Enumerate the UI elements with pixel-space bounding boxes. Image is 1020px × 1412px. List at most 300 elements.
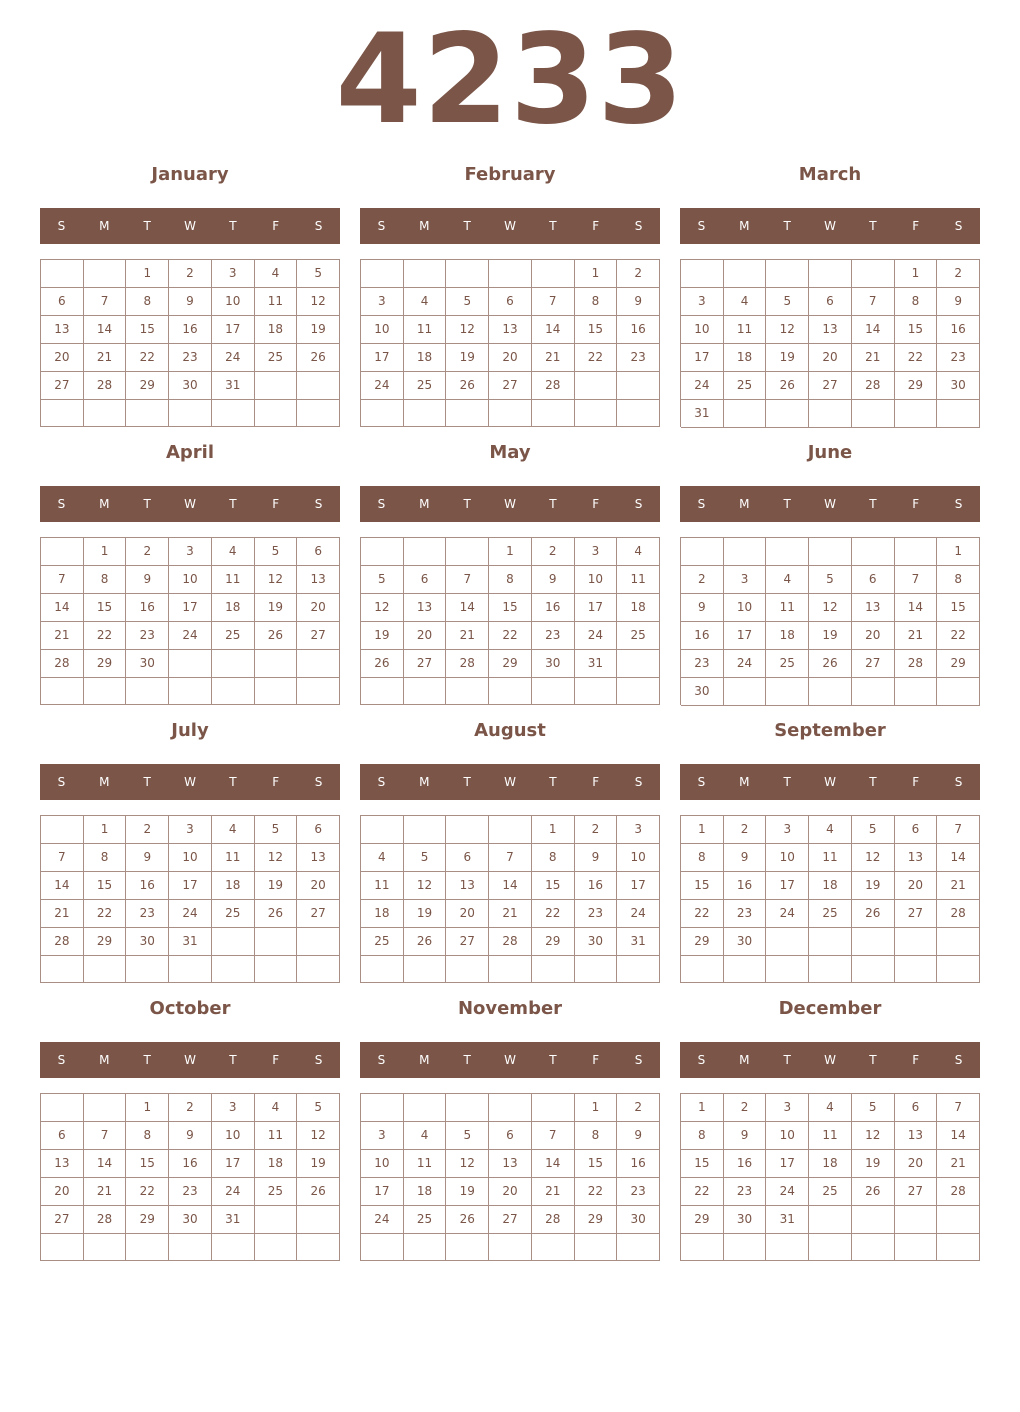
day-cell: 15 bbox=[575, 1150, 618, 1178]
empty-day-cell bbox=[681, 260, 724, 288]
empty-day-cell bbox=[169, 678, 212, 705]
day-cell: 9 bbox=[681, 594, 724, 622]
day-cell: 26 bbox=[766, 372, 809, 400]
month-name: March bbox=[798, 164, 862, 185]
day-cell: 12 bbox=[255, 566, 298, 594]
day-cell: 2 bbox=[617, 1094, 660, 1122]
empty-day-cell bbox=[937, 1234, 980, 1261]
weekday-header: T bbox=[549, 1053, 557, 1067]
day-cell: 13 bbox=[297, 844, 340, 872]
empty-day-cell bbox=[297, 650, 340, 678]
weekday-header: T bbox=[229, 775, 237, 789]
day-cell: 19 bbox=[446, 1178, 489, 1206]
day-cell: 24 bbox=[766, 900, 809, 928]
empty-day-cell bbox=[297, 1234, 340, 1261]
day-cell: 4 bbox=[617, 538, 660, 566]
day-cell: 19 bbox=[297, 316, 340, 344]
day-cell: 21 bbox=[84, 1178, 127, 1206]
month-name: July bbox=[171, 720, 209, 741]
day-grid bbox=[680, 259, 980, 427]
day-cell: 18 bbox=[809, 1150, 852, 1178]
month-name: October bbox=[149, 998, 231, 1019]
day-cell: 24 bbox=[681, 372, 724, 400]
empty-day-cell bbox=[126, 1234, 169, 1261]
day-cell: 28 bbox=[937, 900, 980, 928]
day-cell: 10 bbox=[212, 1122, 255, 1150]
empty-day-cell bbox=[84, 678, 127, 705]
day-cell: 7 bbox=[84, 1122, 127, 1150]
day-cell: 10 bbox=[617, 844, 660, 872]
weekday-header: W bbox=[824, 497, 836, 511]
day-cell: 30 bbox=[126, 928, 169, 956]
empty-day-cell bbox=[446, 538, 489, 566]
empty-day-cell bbox=[532, 1094, 575, 1122]
day-cell: 15 bbox=[84, 872, 127, 900]
empty-day-cell bbox=[361, 260, 404, 288]
day-cell: 18 bbox=[617, 594, 660, 622]
day-cell: 11 bbox=[404, 316, 447, 344]
day-cell: 17 bbox=[361, 1178, 404, 1206]
day-cell: 8 bbox=[681, 844, 724, 872]
day-cell: 29 bbox=[937, 650, 980, 678]
day-cell: 26 bbox=[446, 1206, 489, 1234]
month-name: May bbox=[489, 442, 531, 463]
weekday-header: F bbox=[272, 219, 280, 233]
day-cell: 22 bbox=[84, 900, 127, 928]
day-cell: 8 bbox=[84, 566, 127, 594]
weekday-header: T bbox=[463, 775, 471, 789]
day-cell: 14 bbox=[41, 872, 84, 900]
empty-day-cell bbox=[169, 1234, 212, 1261]
day-cell: 5 bbox=[766, 288, 809, 316]
day-cell: 29 bbox=[489, 650, 532, 678]
day-cell: 9 bbox=[724, 1122, 767, 1150]
weekday-header-row bbox=[40, 1042, 340, 1078]
day-cell: 11 bbox=[617, 566, 660, 594]
day-cell: 13 bbox=[489, 316, 532, 344]
day-cell: 17 bbox=[169, 594, 212, 622]
day-cell: 28 bbox=[41, 650, 84, 678]
empty-day-cell bbox=[809, 400, 852, 428]
weekday-header-row bbox=[40, 486, 340, 522]
day-cell: 17 bbox=[169, 872, 212, 900]
empty-day-cell bbox=[809, 1234, 852, 1261]
day-cell: 15 bbox=[126, 1150, 169, 1178]
day-cell: 7 bbox=[41, 844, 84, 872]
weekday-header: M bbox=[739, 497, 750, 511]
empty-day-cell bbox=[41, 400, 84, 427]
weekday-header: T bbox=[463, 1053, 471, 1067]
day-cell: 6 bbox=[489, 1122, 532, 1150]
day-cell: 31 bbox=[766, 1206, 809, 1234]
empty-day-cell bbox=[895, 400, 938, 428]
empty-day-cell bbox=[724, 678, 767, 706]
empty-day-cell bbox=[532, 956, 575, 983]
day-cell: 26 bbox=[297, 344, 340, 372]
day-cell: 23 bbox=[126, 900, 169, 928]
weekday-header: T bbox=[143, 1053, 151, 1067]
day-cell: 30 bbox=[724, 928, 767, 956]
weekday-header: S bbox=[697, 497, 706, 511]
weekday-header: W bbox=[504, 497, 516, 511]
day-cell: 1 bbox=[575, 260, 618, 288]
day-cell: 27 bbox=[41, 372, 84, 400]
day-cell: 12 bbox=[255, 844, 298, 872]
weekday-header: F bbox=[592, 775, 600, 789]
empty-day-cell bbox=[126, 956, 169, 983]
day-cell: 21 bbox=[937, 1150, 980, 1178]
day-cell: 30 bbox=[575, 928, 618, 956]
day-cell: 1 bbox=[126, 1094, 169, 1122]
day-cell: 24 bbox=[212, 1178, 255, 1206]
day-cell: 17 bbox=[724, 622, 767, 650]
empty-day-cell bbox=[532, 1234, 575, 1261]
empty-day-cell bbox=[446, 678, 489, 705]
empty-day-cell bbox=[212, 678, 255, 705]
weekday-header: M bbox=[419, 775, 430, 789]
weekday-header-row bbox=[360, 764, 660, 800]
empty-day-cell bbox=[766, 538, 809, 566]
day-cell: 6 bbox=[895, 1094, 938, 1122]
day-cell: 17 bbox=[681, 344, 724, 372]
day-cell: 20 bbox=[489, 344, 532, 372]
weekday-header: S bbox=[697, 1053, 706, 1067]
day-cell: 6 bbox=[446, 844, 489, 872]
weekday-header: S bbox=[634, 1053, 643, 1067]
day-cell: 11 bbox=[404, 1150, 447, 1178]
day-grid bbox=[360, 815, 660, 983]
weekday-header: T bbox=[463, 219, 471, 233]
day-cell: 25 bbox=[809, 1178, 852, 1206]
month-name: December bbox=[778, 998, 882, 1019]
empty-day-cell bbox=[766, 678, 809, 706]
day-cell: 4 bbox=[212, 538, 255, 566]
day-cell: 28 bbox=[84, 1206, 127, 1234]
day-cell: 19 bbox=[766, 344, 809, 372]
day-cell: 21 bbox=[937, 872, 980, 900]
day-cell: 26 bbox=[255, 622, 298, 650]
day-cell: 23 bbox=[169, 1178, 212, 1206]
empty-day-cell bbox=[489, 678, 532, 705]
empty-day-cell bbox=[404, 400, 447, 427]
day-cell: 27 bbox=[41, 1206, 84, 1234]
day-grid bbox=[360, 1093, 660, 1261]
day-cell: 28 bbox=[41, 928, 84, 956]
day-cell: 11 bbox=[255, 288, 298, 316]
weekday-header: T bbox=[783, 1053, 791, 1067]
day-cell: 15 bbox=[895, 316, 938, 344]
empty-day-cell bbox=[852, 1234, 895, 1261]
day-cell: 2 bbox=[617, 260, 660, 288]
day-cell: 21 bbox=[41, 900, 84, 928]
day-cell: 14 bbox=[489, 872, 532, 900]
day-cell: 6 bbox=[489, 288, 532, 316]
empty-day-cell bbox=[255, 1206, 298, 1234]
empty-day-cell bbox=[446, 956, 489, 983]
day-cell: 26 bbox=[852, 900, 895, 928]
day-cell: 23 bbox=[532, 622, 575, 650]
day-cell: 19 bbox=[255, 872, 298, 900]
day-cell: 27 bbox=[297, 900, 340, 928]
day-cell: 9 bbox=[724, 844, 767, 872]
day-cell: 20 bbox=[852, 622, 895, 650]
empty-day-cell bbox=[446, 400, 489, 427]
day-cell: 10 bbox=[766, 1122, 809, 1150]
day-cell: 9 bbox=[937, 288, 980, 316]
day-cell: 24 bbox=[617, 900, 660, 928]
day-cell: 29 bbox=[126, 1206, 169, 1234]
weekday-header: T bbox=[143, 497, 151, 511]
empty-day-cell bbox=[361, 678, 404, 705]
month-name: June bbox=[807, 442, 853, 463]
day-cell: 30 bbox=[617, 1206, 660, 1234]
day-cell: 11 bbox=[809, 844, 852, 872]
empty-day-cell bbox=[212, 1234, 255, 1261]
day-cell: 22 bbox=[532, 900, 575, 928]
weekday-header: T bbox=[229, 497, 237, 511]
weekday-header: S bbox=[954, 219, 963, 233]
day-cell: 13 bbox=[446, 872, 489, 900]
day-cell: 2 bbox=[937, 260, 980, 288]
day-cell: 10 bbox=[212, 288, 255, 316]
weekday-header: S bbox=[314, 1053, 323, 1067]
empty-day-cell bbox=[41, 678, 84, 705]
day-cell: 4 bbox=[809, 1094, 852, 1122]
day-cell: 1 bbox=[937, 538, 980, 566]
weekday-header: S bbox=[314, 497, 323, 511]
day-cell: 18 bbox=[724, 344, 767, 372]
day-grid bbox=[360, 537, 660, 705]
day-grid bbox=[680, 537, 980, 705]
empty-day-cell bbox=[575, 678, 618, 705]
empty-day-cell bbox=[489, 816, 532, 844]
day-cell: 16 bbox=[169, 316, 212, 344]
day-cell: 28 bbox=[446, 650, 489, 678]
day-cell: 6 bbox=[809, 288, 852, 316]
empty-day-cell bbox=[617, 1234, 660, 1261]
day-cell: 25 bbox=[766, 650, 809, 678]
day-cell: 11 bbox=[361, 872, 404, 900]
empty-day-cell bbox=[617, 956, 660, 983]
day-cell: 14 bbox=[937, 1122, 980, 1150]
empty-day-cell bbox=[532, 260, 575, 288]
weekday-header-row bbox=[40, 764, 340, 800]
empty-day-cell bbox=[446, 1094, 489, 1122]
day-cell: 16 bbox=[937, 316, 980, 344]
empty-day-cell bbox=[297, 928, 340, 956]
day-cell: 2 bbox=[126, 816, 169, 844]
empty-day-cell bbox=[446, 1234, 489, 1261]
day-cell: 4 bbox=[255, 1094, 298, 1122]
day-cell: 26 bbox=[852, 1178, 895, 1206]
day-cell: 3 bbox=[169, 816, 212, 844]
day-cell: 2 bbox=[169, 260, 212, 288]
day-cell: 12 bbox=[297, 288, 340, 316]
empty-day-cell bbox=[297, 372, 340, 400]
day-cell: 27 bbox=[297, 622, 340, 650]
empty-day-cell bbox=[681, 538, 724, 566]
day-cell: 9 bbox=[126, 566, 169, 594]
empty-day-cell bbox=[852, 678, 895, 706]
day-cell: 8 bbox=[937, 566, 980, 594]
empty-day-cell bbox=[297, 400, 340, 427]
empty-day-cell bbox=[255, 928, 298, 956]
day-cell: 24 bbox=[575, 622, 618, 650]
day-cell: 25 bbox=[255, 1178, 298, 1206]
weekday-header: S bbox=[57, 497, 66, 511]
day-cell: 2 bbox=[169, 1094, 212, 1122]
day-cell: 11 bbox=[724, 316, 767, 344]
day-cell: 29 bbox=[84, 928, 127, 956]
weekday-header: S bbox=[377, 219, 386, 233]
day-cell: 17 bbox=[361, 344, 404, 372]
empty-day-cell bbox=[41, 260, 84, 288]
day-cell: 13 bbox=[489, 1150, 532, 1178]
day-cell: 25 bbox=[404, 372, 447, 400]
empty-day-cell bbox=[41, 538, 84, 566]
day-cell: 3 bbox=[766, 1094, 809, 1122]
day-cell: 7 bbox=[532, 288, 575, 316]
day-cell: 4 bbox=[809, 816, 852, 844]
weekday-header: S bbox=[314, 775, 323, 789]
day-cell: 28 bbox=[532, 1206, 575, 1234]
day-cell: 27 bbox=[489, 372, 532, 400]
empty-day-cell bbox=[404, 678, 447, 705]
day-cell: 6 bbox=[404, 566, 447, 594]
day-cell: 4 bbox=[404, 1122, 447, 1150]
weekday-header: F bbox=[272, 497, 280, 511]
empty-day-cell bbox=[766, 928, 809, 956]
day-cell: 15 bbox=[532, 872, 575, 900]
day-cell: 18 bbox=[809, 872, 852, 900]
day-cell: 9 bbox=[169, 1122, 212, 1150]
weekday-header-row bbox=[680, 208, 980, 244]
day-cell: 29 bbox=[126, 372, 169, 400]
day-cell: 8 bbox=[532, 844, 575, 872]
day-cell: 27 bbox=[446, 928, 489, 956]
day-cell: 5 bbox=[446, 1122, 489, 1150]
day-cell: 18 bbox=[404, 1178, 447, 1206]
day-cell: 17 bbox=[766, 1150, 809, 1178]
day-cell: 12 bbox=[809, 594, 852, 622]
empty-day-cell bbox=[297, 956, 340, 983]
day-cell: 31 bbox=[212, 372, 255, 400]
day-cell: 25 bbox=[404, 1206, 447, 1234]
day-cell: 4 bbox=[212, 816, 255, 844]
empty-day-cell bbox=[937, 956, 980, 983]
day-cell: 11 bbox=[766, 594, 809, 622]
day-cell: 10 bbox=[361, 316, 404, 344]
day-cell: 7 bbox=[895, 566, 938, 594]
empty-day-cell bbox=[852, 400, 895, 428]
empty-day-cell bbox=[404, 260, 447, 288]
weekday-header: T bbox=[143, 775, 151, 789]
day-cell: 16 bbox=[126, 872, 169, 900]
day-cell: 2 bbox=[126, 538, 169, 566]
day-cell: 10 bbox=[361, 1150, 404, 1178]
weekday-header: S bbox=[697, 219, 706, 233]
day-cell: 23 bbox=[126, 622, 169, 650]
empty-day-cell bbox=[169, 956, 212, 983]
day-cell: 15 bbox=[575, 316, 618, 344]
day-cell: 3 bbox=[724, 566, 767, 594]
day-cell: 29 bbox=[532, 928, 575, 956]
empty-day-cell bbox=[361, 538, 404, 566]
day-cell: 26 bbox=[361, 650, 404, 678]
day-cell: 30 bbox=[126, 650, 169, 678]
empty-day-cell bbox=[489, 1094, 532, 1122]
weekday-header: M bbox=[739, 1053, 750, 1067]
day-cell: 13 bbox=[895, 844, 938, 872]
day-grid bbox=[40, 537, 340, 705]
weekday-header: S bbox=[634, 497, 643, 511]
month-name: November bbox=[457, 998, 563, 1019]
day-cell: 14 bbox=[84, 316, 127, 344]
day-cell: 8 bbox=[895, 288, 938, 316]
weekday-header-row bbox=[360, 486, 660, 522]
month-name: February bbox=[464, 164, 556, 185]
day-cell: 19 bbox=[852, 1150, 895, 1178]
empty-day-cell bbox=[212, 956, 255, 983]
day-cell: 28 bbox=[852, 372, 895, 400]
day-cell: 16 bbox=[724, 1150, 767, 1178]
day-cell: 16 bbox=[126, 594, 169, 622]
empty-day-cell bbox=[937, 400, 980, 428]
weekday-header-row bbox=[360, 1042, 660, 1078]
weekday-header: M bbox=[419, 1053, 430, 1067]
day-cell: 14 bbox=[852, 316, 895, 344]
weekday-header-row bbox=[40, 208, 340, 244]
day-cell: 25 bbox=[212, 622, 255, 650]
day-cell: 30 bbox=[532, 650, 575, 678]
empty-day-cell bbox=[446, 260, 489, 288]
empty-day-cell bbox=[489, 400, 532, 427]
day-cell: 23 bbox=[617, 344, 660, 372]
day-cell: 27 bbox=[809, 372, 852, 400]
day-cell: 18 bbox=[361, 900, 404, 928]
day-cell: 7 bbox=[446, 566, 489, 594]
day-cell: 17 bbox=[617, 872, 660, 900]
day-cell: 5 bbox=[852, 816, 895, 844]
day-cell: 8 bbox=[126, 288, 169, 316]
weekday-header: T bbox=[869, 775, 877, 789]
weekday-header: S bbox=[954, 1053, 963, 1067]
day-cell: 1 bbox=[532, 816, 575, 844]
empty-day-cell bbox=[212, 928, 255, 956]
day-cell: 4 bbox=[404, 288, 447, 316]
empty-day-cell bbox=[446, 816, 489, 844]
day-cell: 1 bbox=[489, 538, 532, 566]
empty-day-cell bbox=[255, 1234, 298, 1261]
empty-day-cell bbox=[84, 400, 127, 427]
day-cell: 8 bbox=[681, 1122, 724, 1150]
day-cell: 13 bbox=[41, 316, 84, 344]
day-cell: 11 bbox=[212, 844, 255, 872]
day-cell: 6 bbox=[852, 566, 895, 594]
weekday-header: M bbox=[419, 219, 430, 233]
day-cell: 4 bbox=[255, 260, 298, 288]
empty-day-cell bbox=[681, 956, 724, 983]
day-grid bbox=[680, 1093, 980, 1261]
day-cell: 12 bbox=[766, 316, 809, 344]
day-cell: 9 bbox=[575, 844, 618, 872]
empty-day-cell bbox=[489, 956, 532, 983]
weekday-header: T bbox=[549, 775, 557, 789]
weekday-header: T bbox=[463, 497, 471, 511]
day-cell: 4 bbox=[724, 288, 767, 316]
weekday-header: T bbox=[783, 497, 791, 511]
day-cell: 11 bbox=[809, 1122, 852, 1150]
